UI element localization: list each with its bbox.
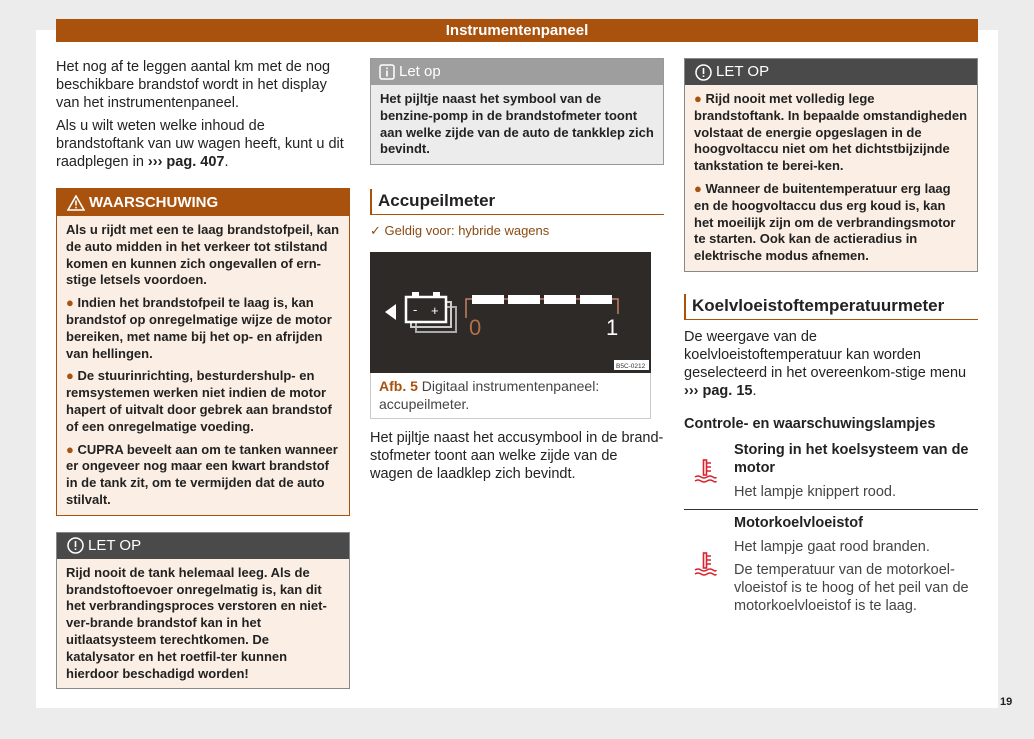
lamp-title: Storing in het koelsysteem van de motor: [734, 441, 969, 476]
caution-header: LET OP: [685, 59, 977, 85]
caution-box: [56, 532, 350, 690]
caution-bullet: ● Wanneer de buitentemperatuur erg laag en de hoogvoltaccu dus erg koud is, kan het moeilijk zijn om de verbrandingsmotor te starten. Ook kan de actieradius in elektrische modus afnemen.: [694, 180, 956, 264]
note-header: Let op: [371, 59, 663, 85]
paragraph-charge-flap: Het pijltje naast het accusymbool in de brand-stofmeter toont aan welke zijde van de wagen de laadklep zich bevindt.: [370, 430, 664, 483]
svg-text:-: -: [413, 302, 418, 318]
column-3: [684, 58, 978, 620]
gauge-segment: [580, 295, 612, 304]
page-number: 19: [1000, 696, 1013, 708]
paragraph-tank-capacity: Als u wilt weten welke inhoud de brandstoftank van uw wagen heeft, kunt u dit raadplegen in ››› pag. 407.: [56, 118, 344, 170]
warning-bullet: ● De stuurinrichting, besturdershulp- en remsystemen werken niet indien de motor hapert of uitvalt door gebrek aan brandstof of een onregelmatige voeding.: [66, 368, 332, 434]
battery-gauge-figure: [370, 252, 651, 373]
battery-icon: [406, 292, 456, 332]
coolant-temperature-icon: [692, 550, 718, 576]
battery-gauge-display: [370, 252, 651, 373]
svg-text:+: +: [431, 303, 439, 319]
caution-box-hybrid: [684, 58, 978, 272]
figure-code: B5C-0212: [616, 363, 646, 371]
gauge-segment: [472, 295, 504, 304]
gauge-min-label: 0: [469, 315, 482, 341]
caution-text: Rijd nooit de tank helemaal leeg. Als de brandstoftoevoer onregelmatig is, kan dit het verbrandingsproces verstoren en niet-ver-brande brandstof kan in het uitlaatsysteem terechtkomen. De katalysator en het roetfil-ter kunnen hierdoor beschadigd worden!: [66, 564, 327, 681]
warning-text: Als u rijdt met een te laag brandstofpeil, kan de auto midden in het verkeer tot stilstand komen en kunnen zich ongevallen of ern-stige letsels voordoen.: [66, 222, 340, 288]
column-1: [56, 58, 350, 689]
paragraph-coolant: De weergave van de koelvloeistoftemperatuur kan worden geselecteerd in het overeenkom-stige menu ››› pag. 15.: [684, 328, 967, 399]
exclamation-circle-icon: [67, 537, 84, 554]
warning-header: WAARSCHUWING: [57, 189, 349, 216]
lamp-description: Het lampje gaat rood branden.: [734, 538, 930, 555]
info-icon: [379, 64, 395, 80]
lamp-description: De temperatuur van de motorkoel-vloeistof is te hoog of het peil van de motorkoelvloeistof is te laag.: [734, 561, 969, 614]
validity-note: ✓ Geldig voor: hybride wagens: [370, 223, 550, 239]
left-arrow-icon: [385, 304, 396, 320]
figure-caption: Afb. 5 Digitaal instrumentenpaneel: accupeilmeter.: [370, 373, 651, 419]
warning-box: [56, 188, 350, 516]
page-reference-link[interactable]: ››› pag. 15: [684, 382, 753, 399]
lamp-row-coolant: [684, 510, 978, 615]
gauge-segment: [508, 295, 540, 304]
caution-header: LET OP: [57, 533, 349, 559]
exclamation-circle-icon: [695, 64, 712, 81]
warning-triangle-icon: [67, 195, 85, 211]
coolant-temperature-icon: [692, 457, 718, 483]
note-box: [370, 58, 664, 165]
page-reference-link[interactable]: ››› pag. 407: [147, 154, 225, 170]
subsection-title-lamps: Controle- en waarschuwingslampjes: [684, 415, 936, 432]
gauge-max-label: 1: [606, 315, 619, 341]
column-2: [370, 58, 664, 488]
page-header: Instrumentenpaneel: [56, 19, 978, 42]
paragraph-range: Het nog af te leggen aantal km met de nog beschikbare brandstof wordt in het display van het instrumentenpaneel.: [56, 59, 331, 111]
warning-bullet: ● Indien het brandstofpeil te laag is, kan brandstof op onregelmatige wijze de motor bereiken, met name bij het op- en afrijden van hellingen.: [66, 295, 332, 361]
lamp-title: Motorkoelvloeistof: [734, 514, 863, 531]
section-title-coolant: Koelvloeistoftemperatuurmeter: [684, 294, 978, 320]
section-title-accupeilmeter: Accupeilmeter: [370, 189, 664, 215]
caution-bullet: ● Rijd nooit met volledig lege brandstoftank. In bepaalde omstandigheden volstaat de energie opgeslagen in de hoogvoltaccu niet om het dichtstbijzijnde tankstation te berei-ken.: [694, 91, 968, 174]
lamp-row-cooling-fault: [684, 441, 978, 510]
note-text: Het pijltje naast het symbool van de benzine-pomp in de brandstofmeter toont aan welke zijde van de auto de tankklep zich bevindt.: [380, 91, 654, 157]
warning-bullet: ● CUPRA beveelt aan om te tanken wanneer er ongeveer nog maar een kwart brandstof in de tank zit, om te vermijden dat de auto stilvalt.: [66, 441, 338, 507]
gauge-segment: [544, 295, 576, 304]
lamp-description: Het lampje knippert rood.: [734, 483, 896, 500]
